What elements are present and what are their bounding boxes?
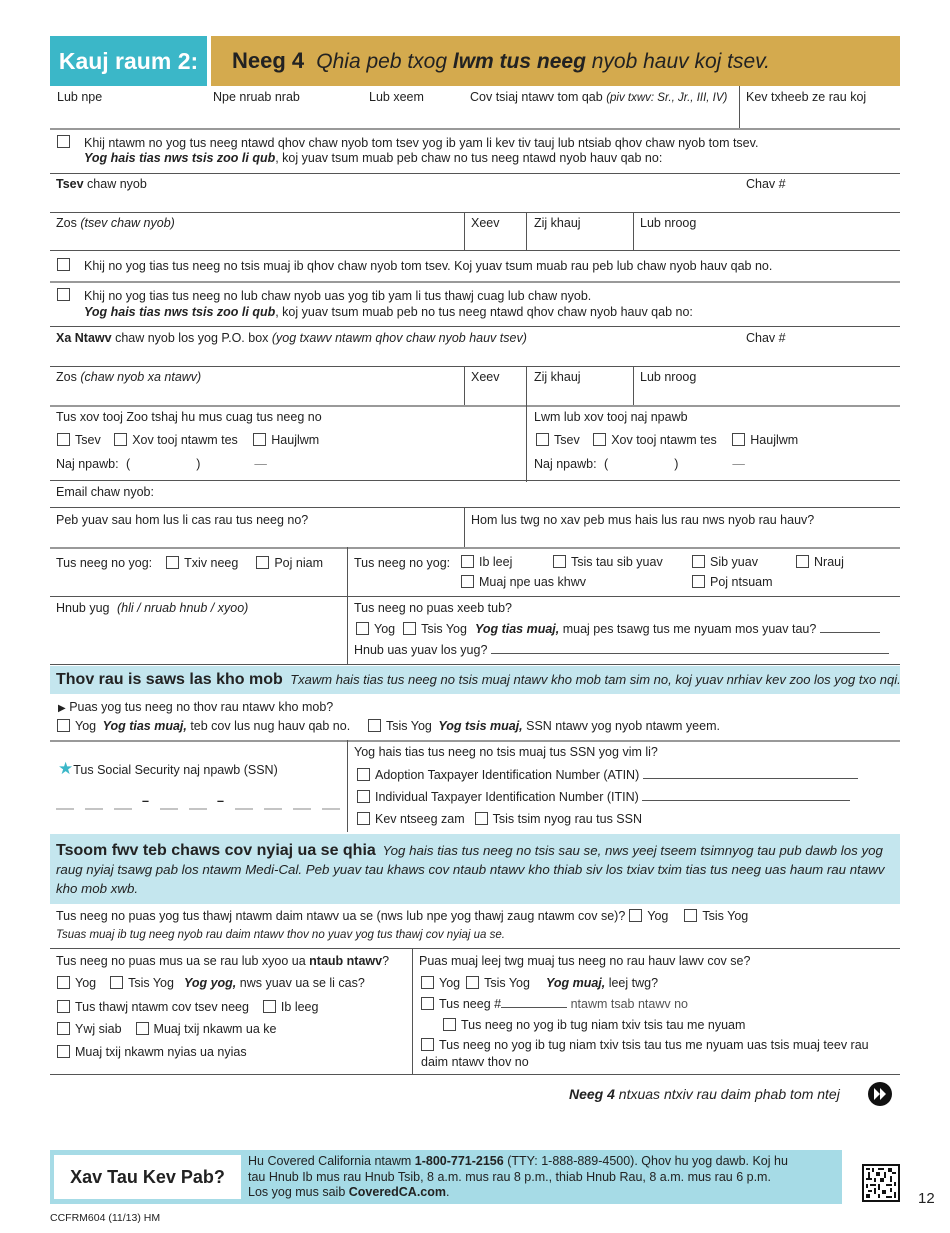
no-ssn-question: Yog hais tias tus neeg no tsis muaj tus SSN yog vim li? xyxy=(354,745,658,759)
mailing-same-checkbox[interactable] xyxy=(57,288,70,301)
page-number: 12 xyxy=(918,1190,935,1207)
dependent-question: Puas muaj leej twg muaj tus neeg no rau hauv lawv cov se? xyxy=(419,954,751,968)
phone-primary-title: Tus xov tooj Zoo tshaj hu mus cuag tus neeg no xyxy=(56,410,322,424)
coverage-banner-text: Txawm hais tias tus neeg no tsis muaj ntawv kho mob tam sim no, koj yuav nrhiav kev zoo los yog txo nqi. xyxy=(290,672,901,687)
filing-status-hoh[interactable]: Tus thawj ntawm cov tsev neeg Ib leeg xyxy=(57,1000,318,1014)
filing-status-joint[interactable]: Ywj siab Muaj txij nkawm ua ke xyxy=(57,1022,277,1036)
address-same-note: Yog hais tias nws tsis zoo li qub, koj yuav tsum muab peb chaw no tus neeg ntawd nyob hauv qab no: xyxy=(84,151,663,165)
dob-field[interactable]: Hnub yug (hli / nruab hnub / xyoo) xyxy=(56,601,249,615)
middle-name-label: Npe nruab nrab xyxy=(213,90,300,104)
email-field[interactable]: Email chaw nyob: xyxy=(56,485,154,499)
no-ssn-atin[interactable]: Adoption Taxpayer Identification Number (ATIN) xyxy=(357,768,858,782)
tax-filer-note: Tsuas muaj ib tug neeg nyob rau daim ntawv thov no yuav yog tus thawj cov nyiaj ua se. xyxy=(56,929,505,941)
will-file-question: Tus neeg no puas mus ua se rau lub xyoo ua ntaub ntawv? xyxy=(56,954,390,968)
step-label: Neeg 4 xyxy=(232,48,305,73)
address-same-check[interactable] xyxy=(57,135,75,149)
coverage-banner-title: Thov rau is saws las kho mob xyxy=(56,671,283,688)
tax-filer-question[interactable]: Tus neeg no puas yog tus thawj ntawm daim ntawv ua se (nws lub npe yog thawj zaug ntawm cov se)? Yog Tsis Yog xyxy=(56,909,749,923)
ssn-label: ★Tus Social Security naj npawb (SSN) xyxy=(58,759,278,778)
pregnant-question: Tus neeg no puas xeeb tub? xyxy=(354,601,512,615)
marital-married[interactable]: Sib yuav xyxy=(692,555,758,569)
next-page-icon[interactable] xyxy=(867,1081,893,1107)
home-zip-field[interactable]: Zij khauj xyxy=(534,216,581,230)
pregnant-answer[interactable]: Yog Tsis Yog Yog tias muaj, muaj pes tsawg tus me nyuam mos yuav tau? xyxy=(356,622,880,636)
apply-no[interactable]: Tsis Yog Yog tsis muaj, SSN ntawv yog nyob ntawm yeem. xyxy=(368,719,720,733)
dependent-parent-option[interactable]: Tus neeg no yog ib tug niam txiv tsis tau me nyuam xyxy=(443,1018,745,1032)
tax-banner xyxy=(50,834,900,904)
mail-county-field[interactable]: Lub nroog xyxy=(640,370,697,384)
marital-widowed[interactable]: Poj ntsuam xyxy=(692,575,773,589)
ssn-input[interactable]: – – xyxy=(142,794,224,808)
homeless-text: Khij no yog tias tus neeg no tsis muaj ib qhov chaw nyob tom tsev. Koj yuav tsum muab rau peb lub chaw nyob hauv qab no. xyxy=(84,259,773,273)
continue-note: Neeg 4 ntxuas ntxiv rau daim phab tom ntej xyxy=(569,1086,840,1102)
address-same-text: Khij ntawm no yog tus neeg ntawd qhov chaw nyob tom tsev yog ib yam li kev tiv tauj lub ntsiab qhov chaw nyob tom tsev. xyxy=(84,136,759,150)
marital-label: Tus neeg no yog: xyxy=(354,556,451,570)
home-apt-field[interactable]: Chav # xyxy=(746,177,786,191)
homeless-checkbox[interactable] xyxy=(57,258,70,271)
help-text: Hu Covered California ntawm 1-800-771-2156 (TTY: 1-888-889-4500). Qhov hu yog dawb. Koj hu tau Hnub Ib mus rau Hnub Tsib, 8 a.m. mus rau 8 p.m., thiab Hnub Rau, 8 a.m. mus rau 6 p.m. Los yog mus saib CoveredCA.com. xyxy=(248,1154,788,1199)
star-icon: ★ xyxy=(58,759,74,778)
help-title: Xav Tau Kev Pab? xyxy=(54,1155,241,1199)
coverage-banner xyxy=(50,666,900,694)
tax-banner-title: Tsoom fwv teb chaws cov nyiaj ua se qhia xyxy=(56,842,376,859)
no-ssn-itin[interactable]: Individual Taxpayer Identification Number (ITIN) xyxy=(357,790,850,804)
home-state-field[interactable]: Xeev xyxy=(471,216,500,230)
help-box xyxy=(50,1150,842,1204)
mailing-apt-field[interactable]: Chav # xyxy=(746,331,786,345)
mailing-same-note: Yog hais tias nws tsis zoo li qub, koj yuav tsum muab peb no tus neeg ntawd qhov chaw nyob hauv qab no: xyxy=(84,305,693,319)
dependent-answer[interactable]: Yog Tsis Yog Yog muaj, leej twg? xyxy=(421,976,658,990)
mail-city-field[interactable]: Zos (chaw nyob xa ntawv) xyxy=(56,370,202,384)
qr-code xyxy=(862,1164,900,1202)
home-county-field[interactable]: Lub nroog xyxy=(640,216,697,230)
section-tab: Kauj raum 2: xyxy=(50,36,207,86)
marital-partner[interactable]: Muaj npe uas khwv xyxy=(461,575,586,589)
dependent-person-number[interactable]: Tus neeg # ntawm tsab ntawv no xyxy=(421,997,688,1011)
phone-other-number[interactable]: Naj npawb: ( ) — xyxy=(534,457,745,471)
spoken-language-field[interactable]: Hom lus twg no xav peb mus hais lus rau nws nyob rau hauv? xyxy=(471,513,815,527)
step-text: Qhia peb txog lwm tus neeg nyob hauv koj tsev. xyxy=(316,50,770,73)
suffix-label: Cov tsiaj ntawv tom qab (piv txwv: Sr., Jr., III, IV) xyxy=(470,90,728,104)
mailing-address-field[interactable]: Xa Ntawv chaw nyob los yog P.O. box (yog txawv ntawm qhov chaw nyob hauv tsev) xyxy=(56,331,527,345)
dependent-parent-not-listed[interactable]: Tus neeg no yog ib tug niam txiv tsis tau tus me nyuam uas tsis muaj teev rau daim ntawv thov no xyxy=(421,1038,869,1069)
tax-banner-text: Yog hais tias tus neeg no tsis sau se, nws yeej tseem tsimnyog tau pub dawb los yog raug nyiaj tsawg pab los ntawm Medi-Cal. Peb yuav tau khaws cov ntaub ntawv kho thiab siv los txiav txim tias tus neeg uas haum rau ntawv kho mob xwb. xyxy=(56,843,885,896)
marital-unmarried[interactable]: Tsis tau sib yuav xyxy=(553,555,663,569)
mailing-same-check[interactable] xyxy=(57,288,75,302)
phone-primary-type[interactable]: Tsev Xov tooj ntawm tes Haujlwm xyxy=(57,433,319,447)
home-city-field[interactable]: Zos (tsev chaw nyob) xyxy=(56,216,175,230)
phone-other-title: Lwm lub xov tooj naj npawb xyxy=(534,410,688,424)
sex-field[interactable]: Tus neeg no yog: Txiv neeg Poj niam xyxy=(56,556,323,570)
form-id: CCFRM604 (11/13) HM xyxy=(50,1212,161,1224)
written-language-field[interactable]: Peb yuav sau hom lus li cas rau tus neeg no? xyxy=(56,513,309,527)
mail-zip-field[interactable]: Zij khauj xyxy=(534,370,581,384)
relationship-label: Kev txheeb ze rau koj xyxy=(746,90,867,104)
first-name-label: Lub npe xyxy=(57,90,103,104)
mail-state-field[interactable]: Xeev xyxy=(471,370,500,384)
address-same-checkbox[interactable] xyxy=(57,135,70,148)
marital-divorced[interactable]: Nrauj xyxy=(796,555,844,569)
no-ssn-religious[interactable]: Kev ntseeg zam Tsis tsim nyog rau tus SSN xyxy=(357,812,642,826)
due-date-field[interactable]: Hnub uas yuav los yug? xyxy=(354,643,889,657)
phone-primary-number[interactable]: Naj npawb: ( ) — xyxy=(56,457,267,471)
home-address-field[interactable]: Tsev chaw nyob xyxy=(56,177,147,191)
apply-question: ▶ Puas yog tus neeg no thov rau ntawv kho mob? xyxy=(58,700,334,714)
phone-other-type[interactable]: Tsev Xov tooj ntawm tes Haujlwm xyxy=(536,433,798,447)
homeless-check[interactable] xyxy=(57,258,75,272)
filing-status-separate[interactable]: Muaj txij nkawm nyias ua nyias xyxy=(57,1045,247,1059)
step-header xyxy=(211,36,900,86)
mailing-same-text: Khij no yog tias tus neeg no lub chaw nyob uas yog tib yam li tus thawj cuag lub chaw nyob. xyxy=(84,289,592,303)
last-name-label: Lub xeem xyxy=(369,90,424,104)
help-website-link[interactable]: CoveredCA.com xyxy=(348,1185,446,1199)
will-file-answer[interactable]: Yog Tsis Yog Yog yog, nws yuav ua se li cas? xyxy=(57,976,365,990)
marital-single[interactable]: Ib leej xyxy=(461,555,512,569)
apply-yes[interactable]: Yog Yog tias muaj, teb cov lus nug hauv qab no. xyxy=(57,719,350,733)
